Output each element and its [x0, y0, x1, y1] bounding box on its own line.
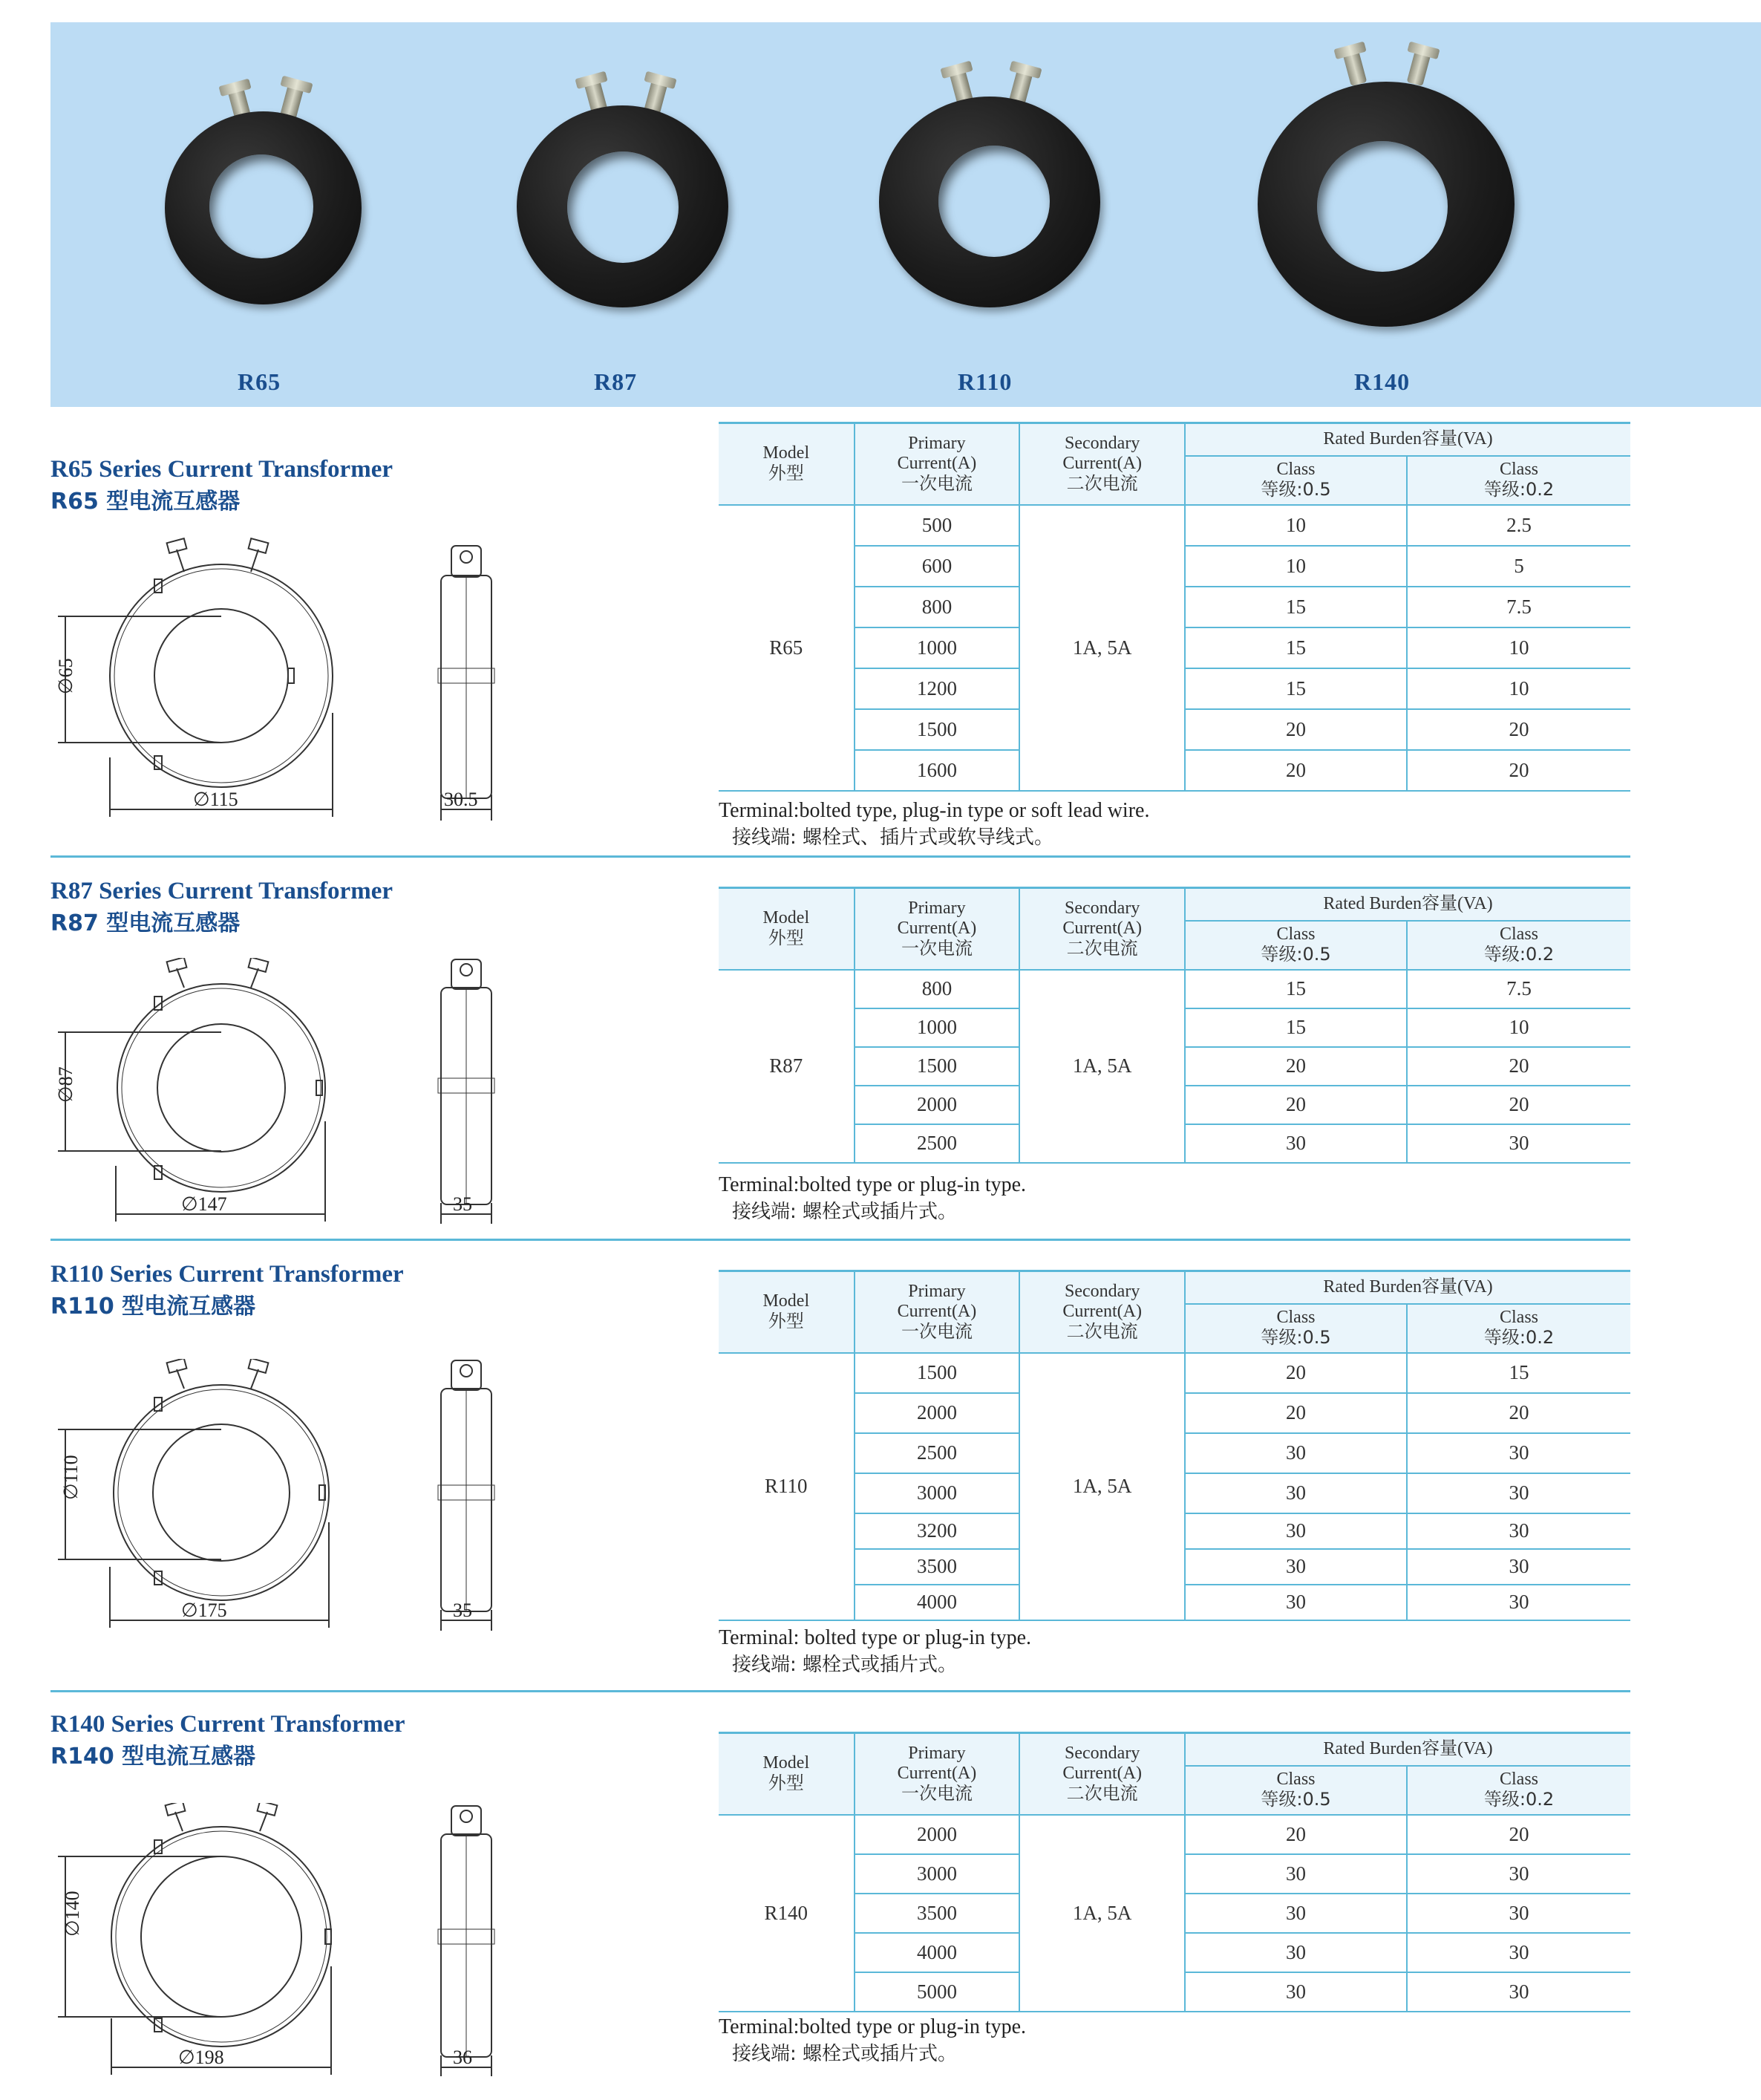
dim-width: 35 — [453, 1600, 472, 1621]
dim-outer-diameter: ∅115 — [193, 789, 238, 810]
section-divider — [50, 855, 1630, 858]
section-divider — [50, 1690, 1630, 1692]
terminal-note-cn: 接线端: 螺栓式、插片式或软导线式。 — [732, 826, 1054, 849]
dim-width: 36 — [453, 2047, 472, 2068]
class05-cell: 10 — [1185, 546, 1407, 587]
secondary-cell: 1A, 5A — [1019, 970, 1185, 1163]
header-class02: Class 等级:0.2 — [1407, 921, 1630, 970]
dimension-drawing-r140 — [50, 1803, 526, 2078]
section-title-cn: R110 型电流互感器 — [50, 1294, 256, 1320]
class05-cell: 30 — [1185, 1854, 1407, 1894]
secondary-cell: 1A, 5A — [1019, 1815, 1185, 2012]
primary-cell: 1500 — [855, 1353, 1020, 1393]
dim-inner-diameter: ∅110 — [60, 1455, 82, 1500]
section-divider — [50, 1239, 1630, 1241]
class05-cell: 10 — [1185, 505, 1407, 546]
terminal-note-en: Terminal:bolted type or plug-in type. — [719, 2015, 1027, 2038]
header-primary: Primary Current(A) 一次电流 — [855, 888, 1020, 970]
model-cell: R110 — [719, 1353, 855, 1620]
class05-cell: 30 — [1185, 1549, 1407, 1585]
class02-cell: 20 — [1407, 1393, 1630, 1433]
class02-cell: 7.5 — [1407, 970, 1630, 1008]
primary-cell: 1000 — [855, 1008, 1020, 1047]
product-photo-r87 — [517, 105, 732, 307]
class05-cell: 20 — [1185, 1086, 1407, 1124]
dimension-drawing-r65 — [50, 535, 526, 824]
terminal-note-en: Terminal: bolted type or plug-in type. — [719, 1626, 1032, 1649]
header-class02: Class 等级:0.2 — [1407, 1766, 1630, 1815]
terminal-note — [719, 2014, 1026, 2067]
header-secondary: Secondary Current(A) 二次电流 — [1019, 888, 1185, 970]
secondary-cell: 1A, 5A — [1019, 1353, 1185, 1620]
class05-cell: 20 — [1185, 709, 1407, 750]
terminal-note-cn: 接线端: 螺栓式或插片式。 — [732, 2043, 958, 2065]
class05-cell: 15 — [1185, 627, 1407, 668]
product-label: R140 — [1354, 368, 1411, 395]
dim-inner-diameter: ∅87 — [55, 1066, 76, 1103]
class02-cell: 7.5 — [1407, 587, 1630, 627]
class02-cell: 5 — [1407, 546, 1630, 587]
class05-cell: 15 — [1185, 970, 1407, 1008]
header-model: Model 外型 — [719, 888, 855, 970]
class02-cell: 30 — [1407, 1473, 1630, 1513]
class02-cell: 20 — [1407, 709, 1630, 750]
primary-cell: 600 — [855, 546, 1020, 587]
class05-cell: 20 — [1185, 1047, 1407, 1086]
terminal-note-en: Terminal:bolted type or plug-in type. — [719, 1173, 1027, 1196]
header-class02: Class 等级:0.2 — [1407, 1304, 1630, 1353]
header-primary: Primary Current(A) 一次电流 — [855, 1733, 1020, 1815]
primary-cell: 1500 — [855, 1047, 1020, 1086]
class05-cell: 15 — [1185, 587, 1407, 627]
terminal-note-cn: 接线端: 螺栓式或插片式。 — [732, 1201, 958, 1223]
class02-cell: 30 — [1407, 1433, 1630, 1473]
class05-cell: 15 — [1185, 1008, 1407, 1047]
class02-cell: 30 — [1407, 1894, 1630, 1933]
class02-cell: 2.5 — [1407, 505, 1630, 546]
section-title-en: R140 Series Current Transformer — [50, 1711, 405, 1738]
section-title-cn: R87 型电流互感器 — [50, 910, 241, 936]
class02-cell: 20 — [1407, 1815, 1630, 1854]
dim-outer-diameter: ∅198 — [178, 2047, 224, 2068]
header-secondary: Secondary Current(A) 二次电流 — [1019, 1733, 1185, 1815]
primary-cell: 3200 — [855, 1513, 1020, 1549]
header-burden: Rated Burden容量(VA) — [1185, 1733, 1630, 1766]
class05-cell: 30 — [1185, 1585, 1407, 1620]
header-primary: Primary Current(A) 一次电流 — [855, 1271, 1020, 1353]
model-cell: R87 — [719, 970, 855, 1163]
class05-cell: 20 — [1185, 750, 1407, 791]
model-cell: R65 — [719, 505, 855, 791]
primary-cell: 2500 — [855, 1433, 1020, 1473]
secondary-cell: 1A, 5A — [1019, 505, 1185, 791]
dim-outer-diameter: ∅147 — [181, 1193, 227, 1215]
header-burden: Rated Burden容量(VA) — [1185, 888, 1630, 921]
class02-cell: 30 — [1407, 1972, 1630, 2012]
class02-cell: 30 — [1407, 1549, 1630, 1585]
class05-cell: 30 — [1185, 1433, 1407, 1473]
section-title-en: R65 Series Current Transformer — [50, 456, 393, 483]
product-photo-r140 — [1258, 82, 1517, 327]
dim-outer-diameter: ∅175 — [181, 1600, 227, 1621]
header-model: Model 外型 — [719, 1733, 855, 1815]
primary-cell: 500 — [855, 505, 1020, 546]
primary-cell: 1200 — [855, 668, 1020, 709]
product-label: R110 — [958, 368, 1013, 395]
dim-width: 35 — [453, 1193, 472, 1215]
spec-table-r140 — [719, 1732, 1630, 2012]
class02-cell: 15 — [1407, 1353, 1630, 1393]
terminal-bolt-icon — [1343, 50, 1368, 86]
class05-cell: 30 — [1185, 1124, 1407, 1163]
section-title — [50, 1708, 405, 1773]
class05-cell: 30 — [1185, 1894, 1407, 1933]
class02-cell: 10 — [1407, 1008, 1630, 1047]
header-class05: Class 等级:0.5 — [1185, 1304, 1407, 1353]
primary-cell: 3000 — [855, 1854, 1020, 1894]
header-secondary: Secondary Current(A) 二次电流 — [1019, 423, 1185, 505]
product-label: R65 — [238, 368, 281, 395]
section-title-cn: R140 型电流互感器 — [50, 1744, 256, 1770]
primary-cell: 2000 — [855, 1393, 1020, 1433]
terminal-bolt-icon — [1407, 50, 1431, 86]
product-banner — [50, 22, 1761, 407]
primary-cell: 800 — [855, 970, 1020, 1008]
header-class05: Class 等级:0.5 — [1185, 1766, 1407, 1815]
class02-cell: 20 — [1407, 1086, 1630, 1124]
dim-inner-diameter: ∅140 — [62, 1891, 83, 1937]
dimension-drawing-r87 — [50, 958, 526, 1225]
section-title — [50, 875, 393, 940]
product-photo-r110 — [879, 97, 1102, 307]
section-title-en: R110 Series Current Transformer — [50, 1261, 404, 1288]
terminal-note-en: Terminal:bolted type, plug-in type or soft lead wire. — [719, 799, 1150, 822]
header-class05: Class 等级:0.5 — [1185, 456, 1407, 505]
class02-cell: 30 — [1407, 1933, 1630, 1972]
class05-cell: 20 — [1185, 1393, 1407, 1433]
primary-cell: 2500 — [855, 1124, 1020, 1163]
dimension-drawing-r110 — [50, 1359, 526, 1634]
product-label: R87 — [594, 368, 638, 395]
primary-cell: 3500 — [855, 1894, 1020, 1933]
class02-cell: 30 — [1407, 1854, 1630, 1894]
primary-cell: 1600 — [855, 750, 1020, 791]
product-photo-r65 — [165, 111, 365, 304]
primary-cell: 2000 — [855, 1815, 1020, 1854]
model-cell: R140 — [719, 1815, 855, 2012]
primary-cell: 5000 — [855, 1972, 1020, 2012]
class02-cell: 30 — [1407, 1124, 1630, 1163]
primary-cell: 1000 — [855, 627, 1020, 668]
header-model: Model 外型 — [719, 423, 855, 505]
class05-cell: 30 — [1185, 1513, 1407, 1549]
dim-inner-diameter: ∅65 — [55, 658, 76, 694]
terminal-note-cn: 接线端: 螺栓式或插片式。 — [732, 1654, 958, 1676]
class02-cell: 10 — [1407, 627, 1630, 668]
class05-cell: 20 — [1185, 1353, 1407, 1393]
class02-cell: 20 — [1407, 1047, 1630, 1086]
header-secondary: Secondary Current(A) 二次电流 — [1019, 1271, 1185, 1353]
primary-cell: 4000 — [855, 1585, 1020, 1620]
section-title-cn: R65 型电流互感器 — [50, 489, 241, 515]
primary-cell: 3000 — [855, 1473, 1020, 1513]
primary-cell: 1500 — [855, 709, 1020, 750]
header-model: Model 外型 — [719, 1271, 855, 1353]
spec-table-r110 — [719, 1270, 1630, 1621]
class05-cell: 30 — [1185, 1473, 1407, 1513]
header-class05: Class 等级:0.5 — [1185, 921, 1407, 970]
class02-cell: 30 — [1407, 1585, 1630, 1620]
class05-cell: 30 — [1185, 1933, 1407, 1972]
class02-cell: 20 — [1407, 750, 1630, 791]
primary-cell: 3500 — [855, 1549, 1020, 1585]
class05-cell: 15 — [1185, 668, 1407, 709]
header-burden: Rated Burden容量(VA) — [1185, 423, 1630, 456]
header-class02: Class 等级:0.2 — [1407, 456, 1630, 505]
header-burden: Rated Burden容量(VA) — [1185, 1271, 1630, 1304]
section-title-en: R87 Series Current Transformer — [50, 878, 393, 904]
section-title — [50, 1258, 404, 1323]
spec-table-r65 — [719, 422, 1630, 792]
class02-cell: 10 — [1407, 668, 1630, 709]
class05-cell: 30 — [1185, 1972, 1407, 2012]
header-primary: Primary Current(A) 一次电流 — [855, 423, 1020, 505]
primary-cell: 800 — [855, 587, 1020, 627]
terminal-note — [719, 798, 1149, 851]
dim-width: 30.5 — [444, 789, 478, 810]
spec-table-r87 — [719, 887, 1630, 1164]
terminal-note — [719, 1625, 1031, 1678]
section-title — [50, 453, 393, 518]
primary-cell: 2000 — [855, 1086, 1020, 1124]
primary-cell: 4000 — [855, 1933, 1020, 1972]
terminal-note — [719, 1172, 1026, 1225]
class02-cell: 30 — [1407, 1513, 1630, 1549]
class05-cell: 20 — [1185, 1815, 1407, 1854]
